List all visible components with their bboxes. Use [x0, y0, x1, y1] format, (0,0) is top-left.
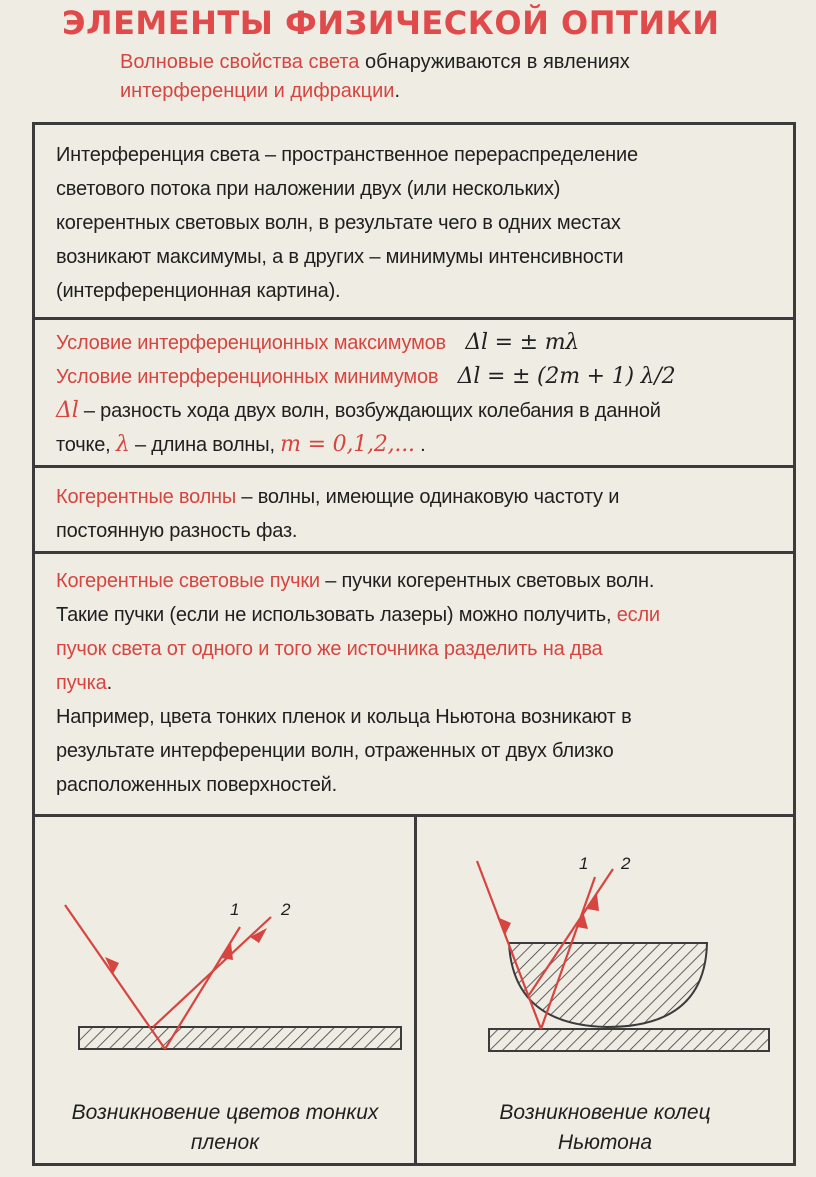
coherent-beams-term: Когерентные световые пучки [56, 570, 320, 592]
coherent-waves-line [56, 480, 776, 514]
ray-2-label: 2 [621, 854, 631, 873]
coherent-beams-text: – пучки когерентных световых волн. [319, 570, 655, 592]
intro-term-interference-diffraction: интерференции и дифракции [120, 80, 395, 102]
thin-film-caption [40, 1098, 410, 1158]
wavelength-line [56, 428, 776, 462]
example-line: результате интерференции волн, отраженных от двух близко [56, 740, 614, 762]
minima-formula: Δl = ± (2m + 1) λ/2 [457, 364, 676, 389]
newton-rings-diagram [417, 817, 793, 1097]
example-line: расположенных поверхностей. [56, 774, 338, 796]
caption-line: Возникновение колец [499, 1101, 711, 1124]
beams-method-text: Такие пучки (если не использовать лазеры) можно получить, [56, 604, 617, 626]
interference-conditions [56, 326, 776, 462]
path-difference-text: – разность хода двух волн, возбуждающих колебания в данной [78, 400, 661, 422]
page-title: ЭЛЕМЕНТЫ ФИЗИЧЕСКОЙ ОПТИКИ [62, 4, 720, 42]
definition-line: светового потока при наложении двух (или нескольких) [56, 178, 561, 200]
intro-period: . [394, 80, 401, 102]
arrow-icon [221, 943, 233, 960]
definition-line: когерентных световых волн, в результате чего в одних местах [56, 212, 621, 234]
maxima-condition [56, 326, 776, 360]
definition-line: Интерференция света – пространственное перераспределение [56, 144, 638, 166]
wavelength-text: – длина волны, [129, 434, 281, 456]
coherent-beams-line [56, 666, 776, 700]
coherent-beams-line [56, 564, 776, 598]
caption-line: Ньютона [557, 1131, 653, 1154]
intro-text-part: обнаруживаются в явлениях [359, 51, 630, 73]
intro-text [120, 48, 760, 106]
minima-label: Условие интерференционных минимумов [56, 366, 439, 388]
line-end: . [414, 434, 426, 456]
m-values: m = 0,1,2,... [280, 432, 415, 457]
coherent-beams-line: пучок света от одного и того же источника разделить на два [56, 638, 603, 660]
beams-method-red: если [616, 604, 660, 626]
maxima-formula: Δl = ± mλ [465, 330, 580, 355]
glass-plate [489, 1029, 769, 1051]
path-difference-line [56, 394, 776, 428]
definition-line: возникают максимумы, а в других – минимумы интенсивности [56, 246, 624, 268]
maxima-label: Условие интерференционных максимумов [56, 332, 446, 354]
caption-line: Возникновение цветов тонких [71, 1101, 379, 1124]
minima-condition [56, 360, 776, 394]
reflected-ray-2 [153, 917, 271, 1027]
coherent-waves-term: Когерентные волны [56, 486, 237, 508]
arrow-icon [497, 917, 511, 935]
thin-film-diagram [35, 817, 414, 1097]
interference-definition [56, 138, 776, 308]
ray-1-label: 1 [579, 854, 589, 873]
coherent-waves-definition [56, 480, 776, 548]
example-line: Например, цвета тонких пленок и кольца Ньютона возникают в [56, 706, 632, 728]
ray-1-label: 1 [230, 900, 240, 919]
ray-2-label: 2 [281, 900, 291, 919]
intro-term-wave-properties: Волновые свойства света [120, 51, 360, 73]
beams-red-word: пучка [56, 672, 107, 694]
line-end: . [106, 672, 112, 694]
lambda-symbol: λ [115, 432, 130, 457]
coherent-beams-definition [56, 564, 776, 802]
definition-line: (интерференционная картина). [56, 280, 341, 302]
coherent-beams-line [56, 598, 776, 632]
coherent-waves-line: постоянную разность фаз. [56, 520, 298, 542]
delta-symbol: Δl [56, 398, 79, 423]
coherent-waves-text: – волны, имеющие одинаковую частоту и [236, 486, 620, 508]
caption-line: пленок [190, 1131, 260, 1154]
newton-rings-caption [420, 1098, 790, 1158]
point-text: точке, [56, 434, 116, 456]
thin-film-plate [79, 1027, 401, 1049]
plano-convex-lens [509, 943, 707, 1027]
